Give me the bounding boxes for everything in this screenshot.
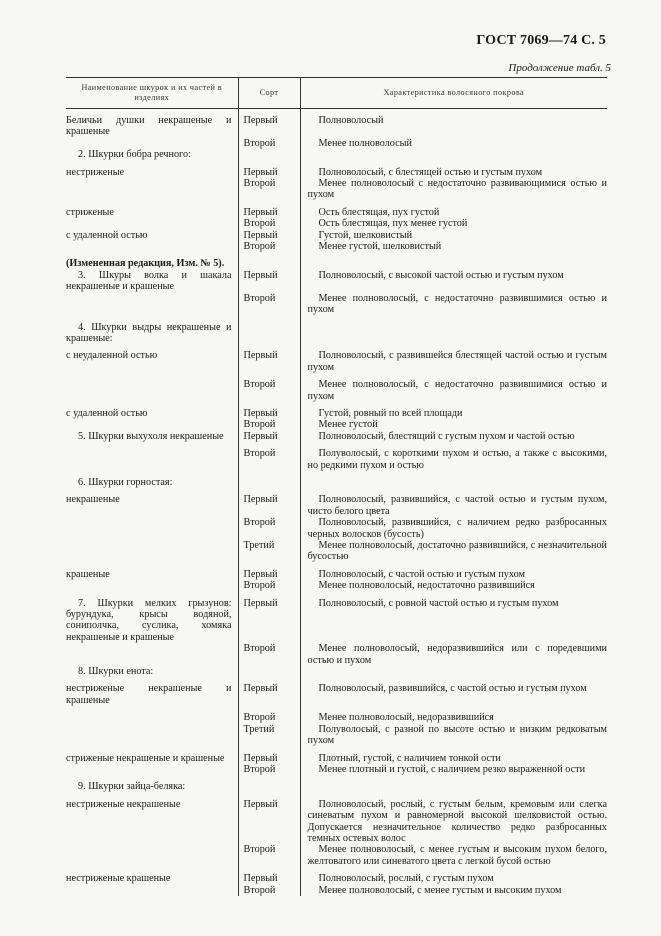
characteristic-cell: Менее густой [300, 419, 607, 430]
table-row [66, 677, 607, 706]
table-row [66, 241, 607, 252]
table-row [66, 643, 607, 666]
item-name [66, 178, 238, 201]
grade-cell: Второй [238, 706, 300, 723]
table-row [66, 867, 607, 884]
table-row [66, 580, 607, 591]
column-header-name: Наименование шкурок и их частей в изделиях [66, 78, 238, 109]
amendment-note: (Измененная редакция, Изм. № 5). [66, 258, 225, 270]
table-header-row [66, 78, 607, 109]
table-row [66, 149, 607, 160]
grade-cell: Первый [238, 344, 300, 373]
item-name [66, 517, 238, 540]
grade-cell: Первый [238, 230, 300, 241]
table-row [66, 138, 607, 149]
characteristic-cell: Менее полноволосый, достаточно развившийся, с незначительной бусостью [300, 540, 607, 563]
characteristic-cell [300, 666, 607, 677]
grade-cell: Первый [238, 431, 300, 442]
table-row [66, 488, 607, 517]
characteristic-cell: Полноволосый, рослый, с густым белым, кремовым или слегка синеватым пухом и равномерной высокой шелковистой остью. Допускается незначительное количество редко разбросанных темных остевых волос [300, 793, 607, 845]
grade-cell: Второй [238, 138, 300, 149]
item-name: стриженые некрашеные и крашеные [66, 752, 225, 764]
characteristic-cell: Менее полноволосый, недоразвившийся или с поредевшими остью и пухом [300, 643, 607, 666]
item-name: нестриженые некрашеные и крашеные [66, 683, 232, 706]
item-name [66, 706, 238, 723]
grade-cell: Второй [238, 844, 300, 867]
characteristic-cell: Менее полноволосый с недостаточно развивающимися остью и пухом [300, 178, 607, 201]
table-row [66, 666, 607, 677]
item-name [66, 885, 238, 896]
grade-cell [238, 316, 300, 345]
table-row [66, 252, 607, 269]
grade-cell: Первый [238, 867, 300, 884]
table-row [66, 201, 607, 218]
grade-cell: Первый [238, 488, 300, 517]
characteristic-cell: Менее полноволосый [300, 138, 607, 149]
grade-cell: Первый [238, 747, 300, 764]
grade-cell [238, 666, 300, 677]
item-name [66, 419, 238, 430]
characteristic-cell: Полноволосый, рослый, с густым пухом [300, 867, 607, 884]
table-row [66, 793, 607, 845]
table-row [66, 270, 607, 293]
section-heading: 2. Шкурки бобра речного: [78, 149, 191, 161]
table-row [66, 373, 607, 402]
table-row [66, 885, 607, 896]
grade-cell: Второй [238, 885, 300, 896]
characteristic-cell: Менее густой, шелковистый [300, 241, 607, 252]
item-name [66, 540, 238, 563]
characteristic-cell: Полноволосый, с развившейся блестящей частой остью и густым пухом [300, 344, 607, 373]
table-row [66, 161, 607, 178]
characteristic-cell: Плотный, густой, с наличием тонкой ости [300, 747, 607, 764]
grade-cell: Первый [238, 563, 300, 580]
grade-cell: Второй [238, 178, 300, 201]
item-name [66, 844, 238, 867]
item-name [66, 580, 238, 591]
table-row [66, 563, 607, 580]
section-heading: 6. Шкурки горностая: [78, 476, 173, 488]
section-heading: 9. Шкурки зайца-беляка: [78, 781, 186, 793]
table-row [66, 471, 607, 488]
characteristic-cell: Менее полноволосый, с недостаточно развившимися остью и пухом [300, 293, 607, 316]
item-name: с удаленной остью [66, 407, 148, 419]
grade-cell: Первый [238, 161, 300, 178]
characteristic-cell: Ость блестящая, пух менее густой [300, 218, 607, 229]
grade-cell: Второй [238, 764, 300, 775]
characteristic-cell [300, 316, 607, 345]
characteristic-cell: Полноволосый [300, 109, 607, 138]
grade-cell: Второй [238, 643, 300, 666]
grade-cell: Второй [238, 580, 300, 591]
hair-characteristics-table [66, 77, 607, 896]
characteristic-cell: Полноволосый, с частой остью и густым пухом [300, 563, 607, 580]
item-name: некрашеные [66, 494, 120, 506]
item-name [66, 293, 238, 316]
item-name: нестриженые некрашеные [66, 798, 181, 810]
item-name [66, 218, 238, 229]
characteristic-cell [300, 149, 607, 160]
item-name [66, 138, 238, 149]
item-name: нестриженые [66, 166, 125, 178]
grade-cell [238, 149, 300, 160]
table-row [66, 764, 607, 775]
item-name: стриженые [66, 206, 114, 218]
characteristic-cell [300, 471, 607, 488]
table-row [66, 592, 607, 644]
grade-cell: Первый [238, 677, 300, 706]
grade-cell: Первый [238, 793, 300, 845]
item-name [66, 764, 238, 775]
characteristic-cell: Полноволосый, с ровной частой остью и густым пухом [300, 592, 607, 644]
section-heading: 4. Шкурки выдры некрашеные и крашеные: [66, 321, 232, 344]
item-name: с удаленной остью [66, 229, 148, 241]
item-name: 3. Шкуры волка и шакала некрашеные и крашеные [66, 269, 232, 293]
characteristic-cell: Полноволосый, с высокой частой остью и густым пухом [300, 270, 607, 293]
column-header-characteristic: Характеристика волосяного покрова [300, 78, 607, 109]
item-name [66, 724, 238, 747]
table-row [66, 517, 607, 540]
table-row [66, 402, 607, 419]
item-name: Беличьи душки некрашеные и крашеные [66, 115, 232, 138]
characteristic-cell: Менее полноволосый, с недостаточно развившимися остью и пухом [300, 373, 607, 402]
grade-cell: Второй [238, 218, 300, 229]
item-name [66, 442, 238, 471]
table-row [66, 747, 607, 764]
grade-cell [238, 471, 300, 488]
page-title: ГОСТ 7069—74 С. 5 [476, 33, 606, 48]
table-row [66, 344, 607, 373]
table-row [66, 706, 607, 723]
table-row [66, 316, 607, 345]
grade-cell: Второй [238, 293, 300, 316]
table-row [66, 442, 607, 471]
table-row [66, 230, 607, 241]
table-row [66, 540, 607, 563]
characteristic-cell: Менее полноволосый, с менее густым и высоким пухом белого, желтоватого или синеватого цвета с легкой бусой остью [300, 844, 607, 867]
section-heading: 8. Шкурки енота: [78, 666, 154, 678]
characteristic-cell: Менее плотный и густой, с наличием резко выраженной ости [300, 764, 607, 775]
grade-cell: Первый [238, 270, 300, 293]
grade-cell: Третий [238, 540, 300, 563]
item-name: 7. Шкурки мелких грызунов: бурундука, крысы водяной, сониполчка, суслика, хомяка некрашеные и крашеные [66, 597, 232, 643]
table-row [66, 724, 607, 747]
table-row [66, 218, 607, 229]
table-row [66, 178, 607, 201]
grade-cell [238, 775, 300, 792]
characteristic-cell: Полуволосый, с короткими пухом и остью, а также с высокими, но редкими пухом и остью [300, 442, 607, 471]
table-row [66, 775, 607, 792]
item-name: нестриженые крашеные [66, 873, 171, 885]
characteristic-cell: Полноволосый, блестящий с густым пухом и частой остью [300, 431, 607, 442]
item-name: крашеные [66, 568, 110, 580]
item-name: 5. Шкурки выхухоля некрашеные [78, 430, 224, 442]
characteristic-cell: Менее полноволосый, недостаточно развившийся [300, 580, 607, 591]
grade-cell: Второй [238, 517, 300, 540]
characteristic-cell: Ость блестящая, пух густой [300, 201, 607, 218]
characteristic-cell: Менее полноволосый, недоразвившийся [300, 706, 607, 723]
table-row [66, 109, 607, 138]
characteristic-cell: Менее полноволосый, с менее густым и высоким пухом [300, 885, 607, 896]
grade-cell: Второй [238, 241, 300, 252]
characteristic-cell: Полноволосый, развившийся, с частой остью и густым пухом [300, 677, 607, 706]
characteristic-cell [300, 252, 607, 269]
table-row [66, 293, 607, 316]
table-row [66, 419, 607, 430]
grade-cell [238, 252, 300, 269]
characteristic-cell: Полноволосый, с блестящей остью и густым пухом [300, 161, 607, 178]
grade-cell: Первый [238, 402, 300, 419]
grade-cell: Первый [238, 592, 300, 644]
characteristic-cell: Густой, ровный по всей площади [300, 402, 607, 419]
table-row [66, 431, 607, 442]
item-name [66, 643, 238, 666]
item-name: с неудаленной остью [66, 350, 158, 362]
characteristic-cell: Полноволосый, развившийся, с частой остью и густым пухом, чисто белого цвета [300, 488, 607, 517]
column-header-grade: Сорт [238, 78, 300, 109]
grade-cell: Третий [238, 724, 300, 747]
grade-cell: Второй [238, 442, 300, 471]
table-continuation-label: Продолжение табл. 5 [508, 62, 611, 74]
table-row [66, 844, 607, 867]
grade-cell: Первый [238, 201, 300, 218]
characteristic-cell: Полуволосый, с разной по высоте остью и низким редковатым пухом [300, 724, 607, 747]
item-name [66, 373, 238, 402]
characteristic-cell: Густой, шелковистый [300, 230, 607, 241]
characteristic-cell: Полноволосый, развившийся, с наличием редко разбросанных черных волосков (бусость) [300, 517, 607, 540]
item-name [66, 241, 238, 252]
grade-cell: Второй [238, 419, 300, 430]
characteristic-cell [300, 775, 607, 792]
grade-cell: Второй [238, 373, 300, 402]
grade-cell: Первый [238, 109, 300, 138]
